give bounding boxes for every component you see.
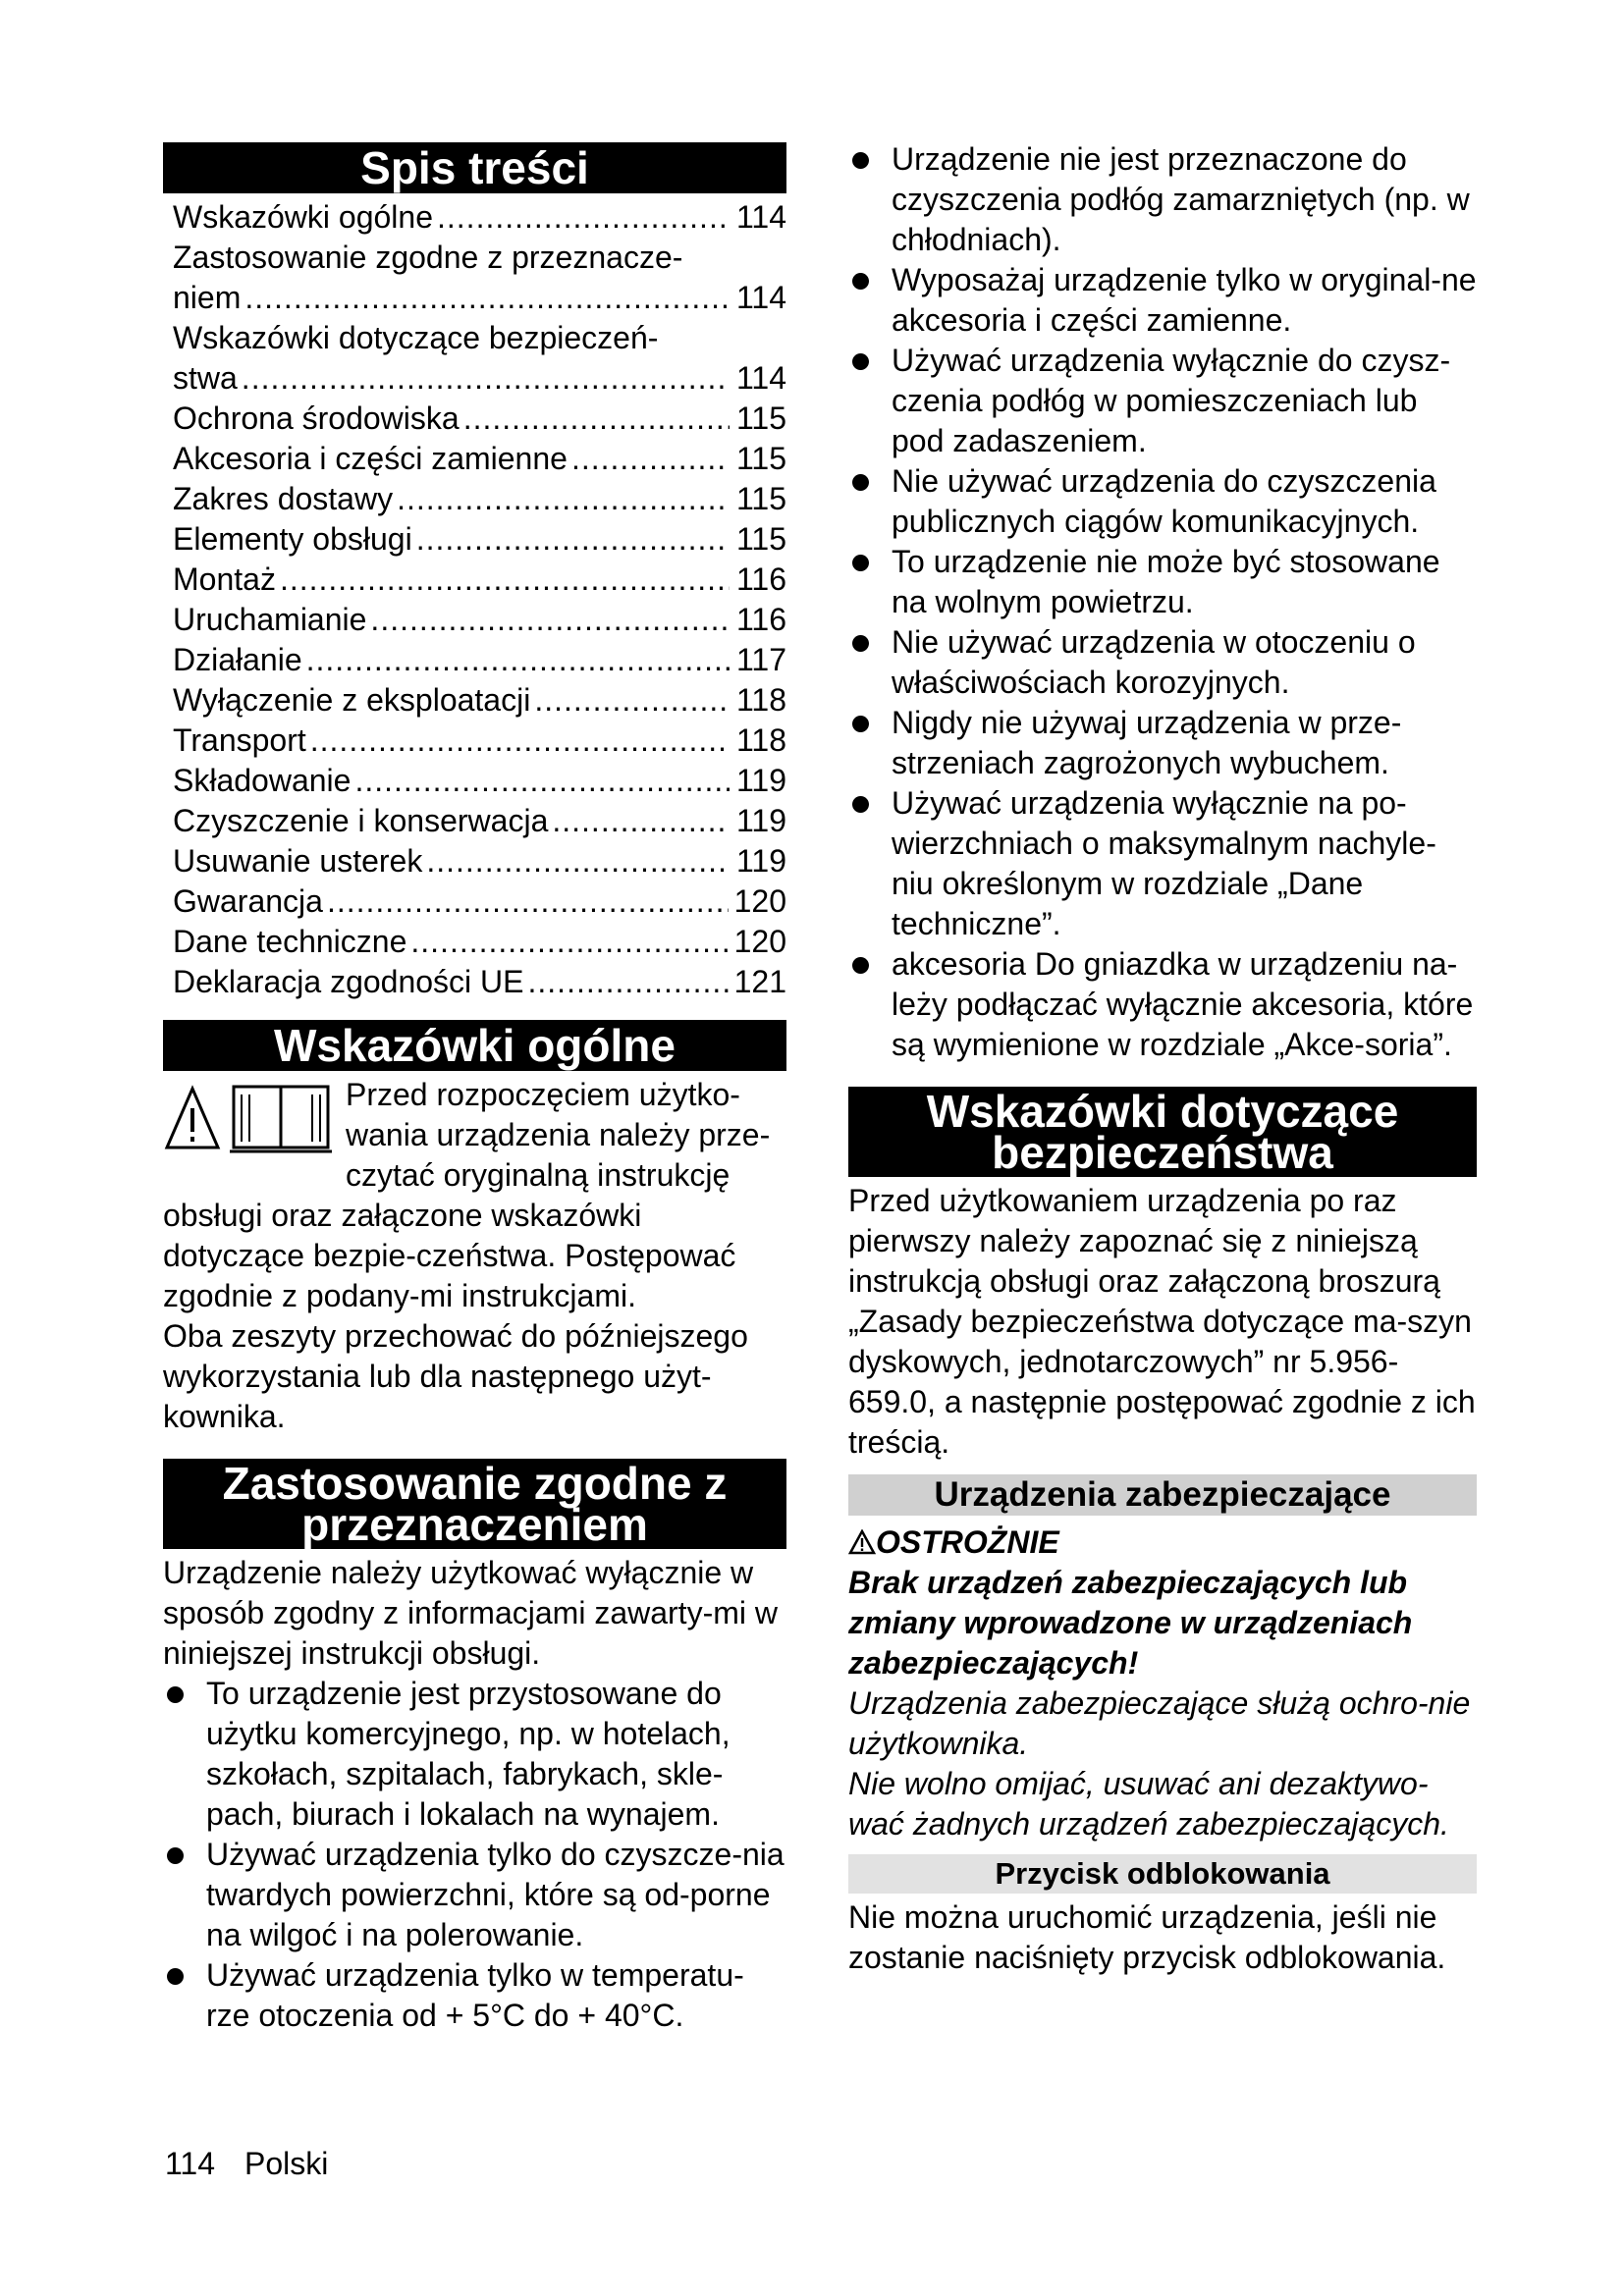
safety-heading: Wskazówki dotyczące bezpieczeństwa bbox=[848, 1087, 1477, 1177]
toc-entry[interactable]: Ochrona środowiska ..... 115 bbox=[173, 399, 786, 439]
caution-text-2: Nie wolno omijać, usuwać ani dezaktywo-wać żadnych urządzeń zabezpieczających. bbox=[848, 1766, 1449, 1842]
bullet-icon bbox=[852, 716, 869, 732]
bullet-icon bbox=[852, 353, 869, 370]
bullet-icon bbox=[167, 1847, 184, 1864]
list-item: akcesoria Do gniazdka w urządzeniu na-leży podłączać wyłącznie akcesoria, które są wymienione w rozdziale „Akce-soria”. bbox=[848, 944, 1477, 1065]
intended-use-list-right bbox=[848, 139, 1477, 1065]
toc-entry[interactable]: Transport ..... 118 bbox=[173, 721, 786, 761]
intended-use-text: Urządzenie należy użytkować wyłącznie w sposób zgodny z informacjami zawarty-mi w niniejszej instrukcji obsługi. bbox=[163, 1555, 778, 1671]
list-item: Używać urządzenia tylko w temperatu-rze otoczenia od + 5°C do + 40°C. bbox=[163, 1955, 786, 2036]
toc-entry[interactable]: Montaż ..... 116 bbox=[173, 560, 786, 600]
table-of-contents bbox=[163, 197, 786, 1002]
page-number: 114 bbox=[165, 2146, 216, 2181]
warning-manual-icon bbox=[163, 1081, 336, 1159]
general-heading: Wskazówki ogólne bbox=[163, 1020, 786, 1071]
toc-entry[interactable]: Zastosowanie zgodne z przeznacze- bbox=[173, 240, 683, 275]
bullet-icon bbox=[852, 635, 869, 652]
page-footer bbox=[165, 2146, 328, 2182]
list-item: To urządzenie nie może być stosowane na wolnym powietrzu. bbox=[848, 542, 1477, 622]
bullet-icon bbox=[852, 273, 869, 290]
intended-use-list-left bbox=[163, 1674, 786, 2036]
list-item: To urządzenie jest przystosowane do użytku komercyjnego, np. w hotelach, szkołach, szpitalach, fabrykach, skle-pach, biurach i lokalach na wynajem. bbox=[163, 1674, 786, 1835]
toc-entry[interactable]: Uruchamianie ..... 116 bbox=[173, 600, 786, 640]
list-item: Używać urządzenia wyłącznie na po-wierzchniach o maksymalnym nachyle-niu określonym w rozdziale „Dane techniczne”. bbox=[848, 783, 1477, 944]
list-item: Wyposażaj urządzenie tylko w oryginal-ne akcesoria i części zamienne. bbox=[848, 260, 1477, 341]
unlock-heading: Przycisk odblokowania bbox=[848, 1854, 1477, 1894]
bullet-icon bbox=[852, 152, 869, 169]
toc-entry[interactable]: Akcesoria i części zamienne ..... 115 bbox=[173, 439, 786, 479]
list-item: Nie używać urządzenia w otoczeniu o właściwościach korozyjnych. bbox=[848, 622, 1477, 703]
toc-entry-cont[interactable]: stwa ..... 114 bbox=[173, 358, 786, 399]
unlock-text: Nie można uruchomić urządzenia, jeśli nie zostanie naciśnięty przycisk odblokowania. bbox=[848, 1899, 1446, 1975]
toc-entry[interactable]: Usuwanie usterek ..... 119 bbox=[173, 841, 786, 881]
safety-text: Przed użytkowaniem urządzenia po raz pierwszy należy zapoznać się z niniejszą instrukcją obsługi oraz załączoną broszurą „Zasady bezpieczeństwa dotyczące ma-szyn dyskowych, jednotarczowych” nr 5.956-659.0, a następnie postępować zgodnie z ich treścią. bbox=[848, 1183, 1476, 1460]
bullet-icon bbox=[167, 1968, 184, 1985]
safety-devices-heading: Urządzenia zabezpieczające bbox=[848, 1474, 1477, 1516]
caution-text-1: Urządzenia zabezpieczające służą ochro-nie użytkownika. bbox=[848, 1685, 1471, 1761]
toc-entry[interactable]: Działanie ..... 117 bbox=[173, 640, 786, 680]
intended-use-heading: Zastosowanie zgodne z przeznaczeniem bbox=[163, 1459, 786, 1549]
toc-entry[interactable]: Wskazówki dotyczące bezpieczeń- bbox=[173, 320, 659, 355]
toc-entry[interactable]: Wskazówki ogólne ..... 114 bbox=[173, 197, 786, 238]
toc-entry[interactable]: Składowanie ..... 119 bbox=[173, 761, 786, 801]
bullet-icon bbox=[852, 474, 869, 491]
toc-entry[interactable]: Deklaracja zgodności UE ..... 121 bbox=[173, 962, 786, 1002]
left-column bbox=[163, 142, 786, 2036]
list-item: Nie używać urządzenia do czyszczenia publicznych ciągów komunikacyjnych. bbox=[848, 461, 1477, 542]
caution-label: OSTROŻNIE bbox=[848, 1522, 1477, 1563]
warning-triangle-icon bbox=[848, 1529, 876, 1555]
list-item: Urządzenie nie jest przeznaczone do czyszczenia podłóg zamarzniętych (np. w chłodniach). bbox=[848, 139, 1477, 260]
right-column bbox=[848, 139, 1477, 1978]
bullet-icon bbox=[852, 957, 869, 974]
bullet-icon bbox=[852, 796, 869, 813]
caution-bold-text: Brak urządzeń zabezpieczających lub zmiany wprowadzone w urządzeniach zabezpieczających! bbox=[848, 1565, 1413, 1681]
toc-entry-cont[interactable]: niem ..... 114 bbox=[173, 278, 786, 318]
list-item: Używać urządzenia wyłącznie do czysz-czenia podłóg w pomieszczeniach lub pod zadaszeniem. bbox=[848, 341, 1477, 461]
toc-entry[interactable]: Wyłączenie z eksploatacji ..... 118 bbox=[173, 680, 786, 721]
list-item: Nigdy nie używaj urządzenia w prze-strzeniach zagrożonych wybuchem. bbox=[848, 703, 1477, 783]
toc-entry[interactable]: Dane techniczne ..... 120 bbox=[173, 922, 786, 962]
toc-entry[interactable]: Elementy obsługi ..... 115 bbox=[173, 519, 786, 560]
footer-language: Polski bbox=[244, 2146, 329, 2181]
toc-heading: Spis treści bbox=[163, 142, 786, 193]
general-keep-text: Oba zeszyty przechować do późniejszego wykorzystania lub dla następnego użyt-kownika. bbox=[163, 1318, 748, 1434]
general-intro bbox=[163, 1075, 786, 1316]
list-item: Używać urządzenia tylko do czyszcze-nia twardych powierzchni, które są od-porne na wilgoć i na polerowanie. bbox=[163, 1835, 786, 1955]
bullet-icon bbox=[167, 1686, 184, 1703]
toc-entry[interactable]: Czyszczenie i konserwacja ..... 119 bbox=[173, 801, 786, 841]
toc-entry[interactable]: Gwarancja ..... 120 bbox=[173, 881, 786, 922]
general-intro-text: Przed rozpoczęciem użytko-wania urządzenia należy prze-czytać oryginalną instrukcję obsługi oraz załączone wskazówki dotyczące bezpie-czeństwa. Postępować zgodnie z podany-mi instrukcjami. bbox=[163, 1077, 771, 1313]
bullet-icon bbox=[852, 555, 869, 571]
toc-entry[interactable]: Zakres dostawy ..... 115 bbox=[173, 479, 786, 519]
